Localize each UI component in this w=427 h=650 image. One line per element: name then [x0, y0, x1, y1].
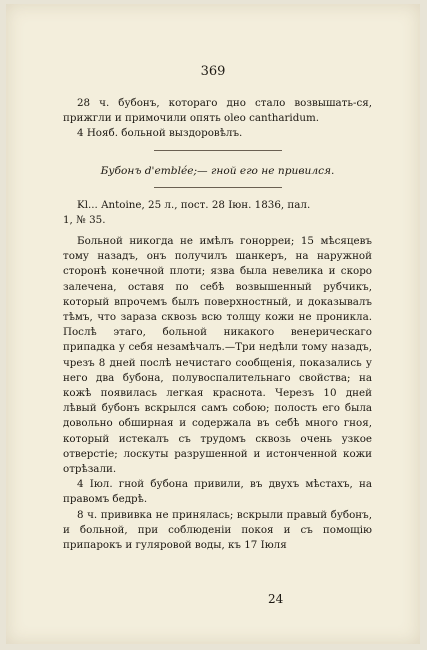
paragraph: 28 ч. бубонъ, которaго дно стало возвышать-ся, прижгли и примочили опять oleo cantharidum. — [63, 97, 372, 125]
paragraph: 8 ч. прививка не принялась; вскрыли правый бубонъ, и больной, при соблюденіи покоя и съ помощію припарокъ и гуляровой воды, къ 17 Іюля — [63, 508, 372, 552]
top-block — [63, 96, 372, 142]
case-header-line: 1, № 35. — [63, 214, 106, 227]
page-number: 369 — [200, 64, 226, 79]
paragraph: 4 Нояб. больной выздоровѣлъ. — [77, 127, 243, 140]
divider-rule — [154, 187, 282, 188]
paragraph: Больной никогда не имѣлъ гонорреи; 15 мѣсяцевъ тому назадъ, онъ получилъ шанкеръ, на наружной сторонѣ конечной плоти; язва была невелика и скоро залечена, оставя по себѣ возвышенный рубчикъ, который впрочемъ былъ поверхностный, и доказывалъ тѣмъ, что зараза сквозь всю толщу кожи не проникла. Послѣ этаго, больной никакого венерическаго припадка у себя незамѣчалъ.—Три недѣли тому назадъ, чрезъ 8 дней послѣ нечистаго сообщенія, показались у него два бубона, полувоспалительнаго свойства; на кожѣ появилась легкая краснота. Черезъ 10 дней лѣвый бубонъ вскрылся самъ собою; полость его была довольно обширная и содержала въ себѣ много гноя, который истекалъ съ трудомъ сквозь очень узкое отверстіе; лоскуты разрушенной и истонченной кожи отрѣзали. — [63, 235, 372, 476]
case-header-line: Kl... Antoine, 25 л., пост. 28 Іюн. 1836, пал. — [77, 199, 311, 211]
case-body — [63, 234, 372, 553]
section-heading: Бубонъ d'emblée;— гной его не привился. — [100, 165, 335, 177]
case-header — [63, 198, 372, 228]
book-page — [6, 4, 420, 644]
signature-mark: 24 — [268, 592, 284, 606]
paragraph: 4 Іюл. гной бубона привили, въ двухъ мѣстахъ, на правомъ бедрѣ. — [63, 478, 372, 506]
divider-rule — [154, 150, 282, 151]
